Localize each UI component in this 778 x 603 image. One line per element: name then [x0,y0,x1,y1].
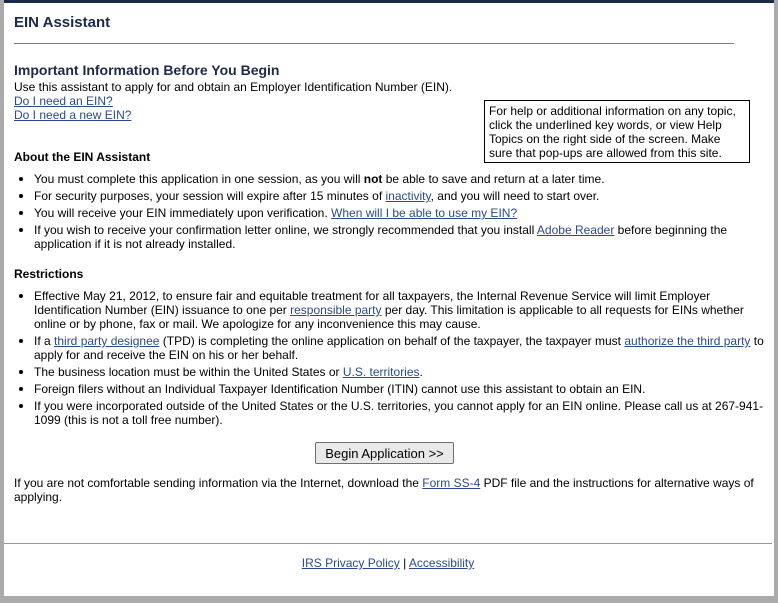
inactivity-link[interactable]: inactivity [385,189,431,203]
responsible-party-link[interactable]: responsible party [290,303,382,317]
restrictions-section-title: Restrictions [14,267,84,281]
footer-separator: | [399,556,409,570]
help-info-box: For help or additional information on any topic, click the underlined key words, or view Help Topics on the right side of the screen. Make sure that pop-ups are allowed from this site. [484,100,750,163]
intro-text: Use this assistant to apply for and obtain an Employer Identification Number (EIN). [14,80,453,94]
begin-application-button[interactable]: Begin Application >> [315,442,454,464]
app-title: EIN Assistant [14,14,111,31]
footer-divider [4,543,772,544]
intro-section [14,80,452,122]
restrictions-list [14,289,764,430]
form-ss4-link[interactable]: Form SS-4 [422,476,481,490]
footer [4,556,772,570]
list-item: For security purposes, your session will expire after 15 minutes of inactivity, and you will need to start over. [34,189,764,203]
need-new-ein-link[interactable]: Do I need a new EIN? [14,108,132,122]
title-divider [14,43,734,44]
list-item: If you wish to receive your confirmation letter online, we strongly recommended that you install Adobe Reader before beginning the application if it is not already installed. [34,223,764,251]
list-item: If you were incorporated outside of the United States or the U.S. territories, you cannot apply for an EIN online. Please call us at 267-941-1099 (this is not a toll free number). [34,399,764,427]
when-use-ein-link[interactable]: When will I be able to use my EIN? [331,206,518,220]
authorize-third-party-link[interactable]: authorize the third party [624,334,751,348]
about-section-title: About the EIN Assistant [14,150,151,164]
about-list [14,172,764,254]
us-territories-link[interactable]: U.S. territories [342,365,420,379]
accessibility-link[interactable]: Accessibility [408,556,475,570]
privacy-policy-link[interactable]: IRS Privacy Policy [301,556,400,570]
download-note: If you are not comfortable sending information via the Internet, download the Form SS-4 PDF file and the instructions for alternative ways of applying. [14,476,754,504]
list-item: If a third party designee (TPD) is completing the online application on behalf of the taxpayer, the taxpayer must authorize the third party to apply for and receive the EIN on his or her behalf. [34,334,764,362]
list-item: The business location must be within the United States or U.S. territories. [34,365,764,379]
list-item: Foreign filers without an Individual Taxpayer Identification Number (ITIN) cannot use this assistant to obtain an EIN. [34,382,764,396]
intro-heading: Important Information Before You Begin [14,62,280,78]
ein-assistant-page [4,0,774,596]
list-item: Effective May 21, 2012, to ensure fair and equitable treatment for all taxpayers, the Internal Revenue Service will limit Employer Identification Number (EIN) issuance to one per responsible party per day. This limitation is applicable to all requests for EINs whether online or by phone, fax or mail. We apologize for any inconvenience this may cause. [34,289,764,331]
list-item: You will receive your EIN immediately upon verification. When will I be able to use my EIN? [34,206,764,220]
list-item: You must complete this application in one session, as you will not be able to save and return at a later time. [34,172,764,186]
adobe-reader-link[interactable]: Adobe Reader [536,223,615,237]
need-ein-link[interactable]: Do I need an EIN? [14,94,113,108]
third-party-designee-link[interactable]: third party designee [54,334,160,348]
